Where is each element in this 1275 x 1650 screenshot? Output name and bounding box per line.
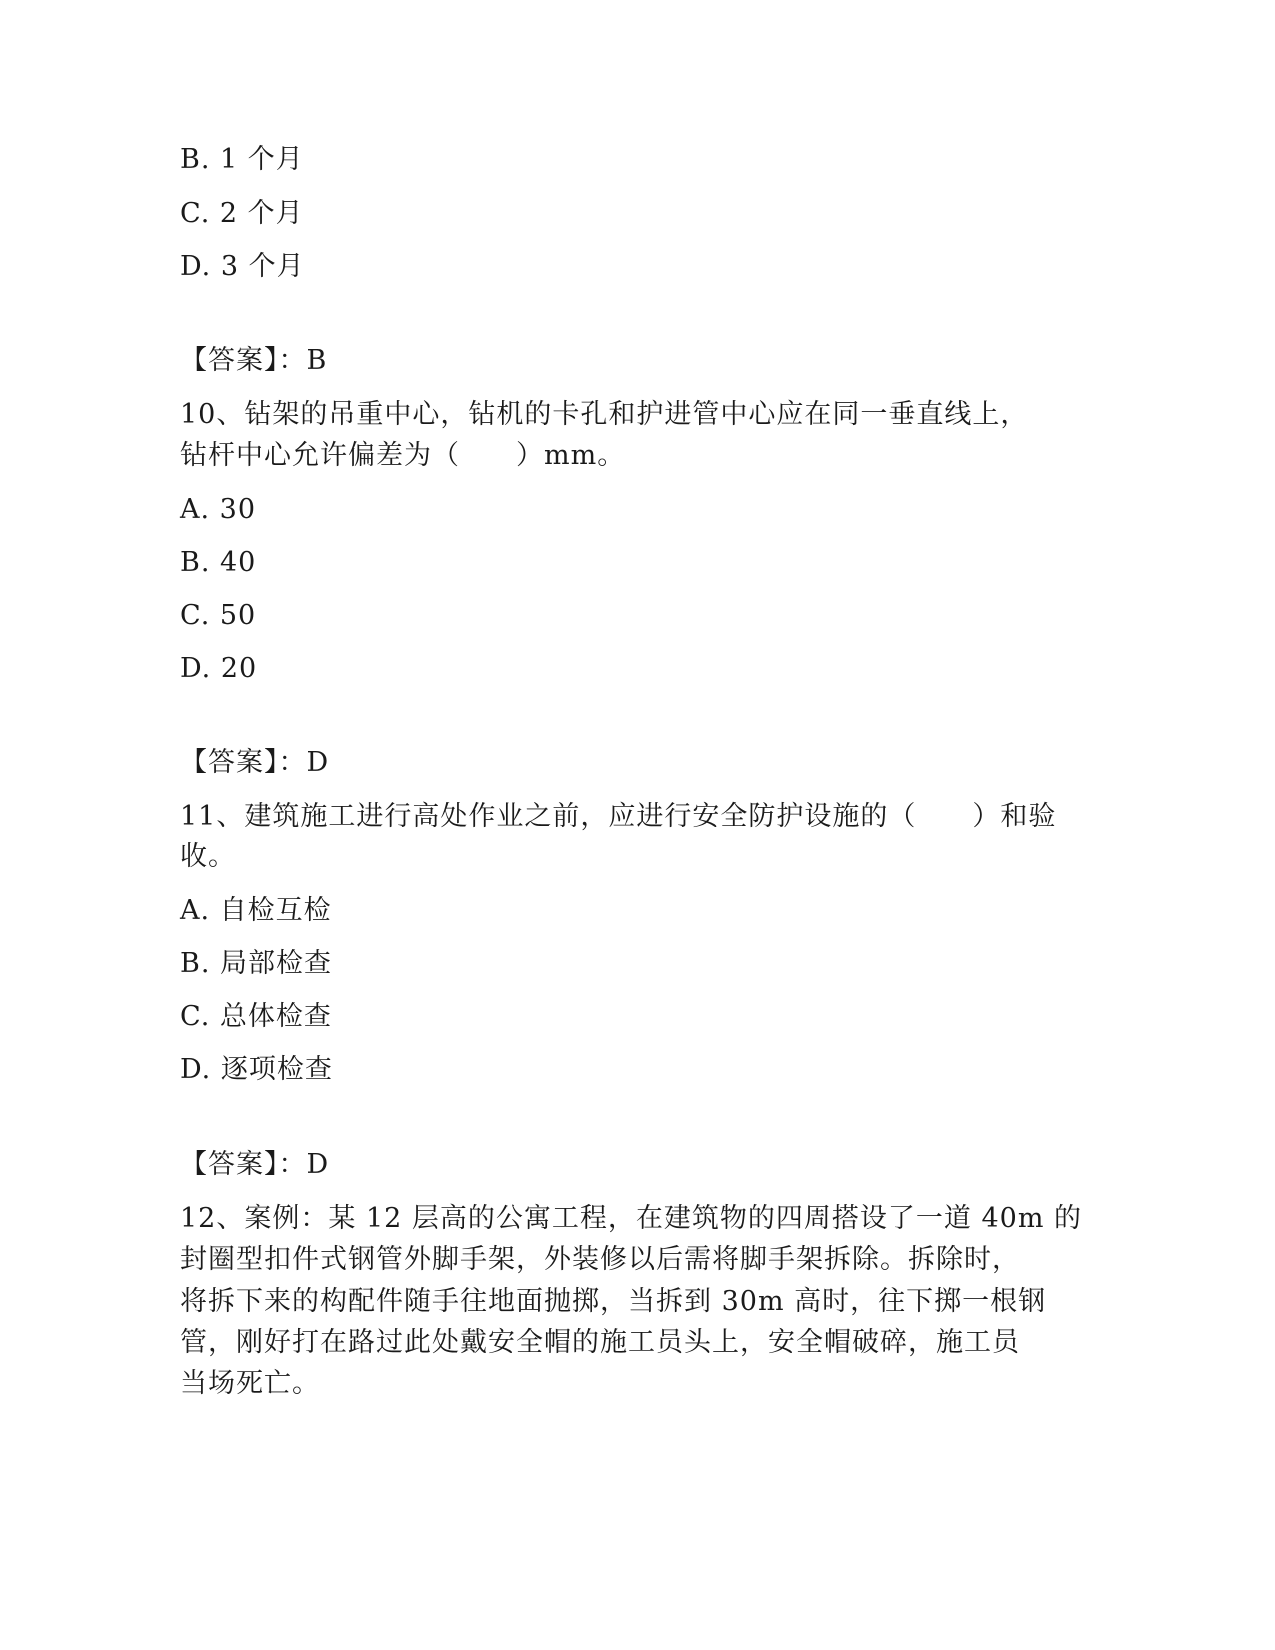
- q11-question-line-2: 收。: [180, 841, 236, 872]
- q11-option-c: C. 总体检查: [180, 1001, 332, 1032]
- q12-question-line-1: 12、案例：某 12 层高的公寓工程，在建筑物的四周搭设了一道 40m 的: [180, 1203, 1083, 1234]
- q10-question-line-2: 钻杆中心允许偏差为（ ）mm。: [180, 440, 626, 471]
- q11-option-d: D. 逐项检查: [180, 1054, 333, 1085]
- q10-option-c: C. 50: [180, 600, 257, 631]
- q10-option-a: A. 30: [180, 494, 257, 525]
- q11-option-a: A. 自检互检: [180, 895, 332, 926]
- q12-question-line-2: 封圈型扣件式钢管外脚手架，外装修以后需将脚手架拆除。拆除时，: [180, 1244, 1020, 1275]
- q11-option-b: B. 局部检查: [180, 948, 333, 979]
- q12-question-line-3: 将拆下来的构配件随手往地面抛掷，当拆到 30m 高时，往下掷一根钢: [180, 1286, 1047, 1317]
- q11-answer: 【答案】：D: [180, 1149, 330, 1180]
- q10-answer: 【答案】：D: [180, 747, 330, 778]
- q10-question-line-1: 10、钻架的吊重中心，钻机的卡孔和护进管中心应在同一垂直线上，: [180, 399, 1029, 430]
- q12-question-line-5: 当场死亡。: [180, 1368, 320, 1399]
- q9-option-d: D. 3 个月: [180, 251, 305, 282]
- q10-option-d: D. 20: [180, 653, 258, 684]
- q9-answer: 【答案】：B: [180, 345, 328, 376]
- q9-option-c: C. 2 个月: [180, 198, 304, 229]
- q10-option-b: B. 40: [180, 547, 257, 578]
- q12-question-line-4: 管，刚好打在路过此处戴安全帽的施工员头上，安全帽破碎，施工员: [180, 1327, 1020, 1358]
- q9-option-b: B. 1 个月: [180, 144, 304, 175]
- q11-question-line-1: 11、建筑施工进行高处作业之前，应进行安全防护设施的（ ）和验: [180, 801, 1057, 832]
